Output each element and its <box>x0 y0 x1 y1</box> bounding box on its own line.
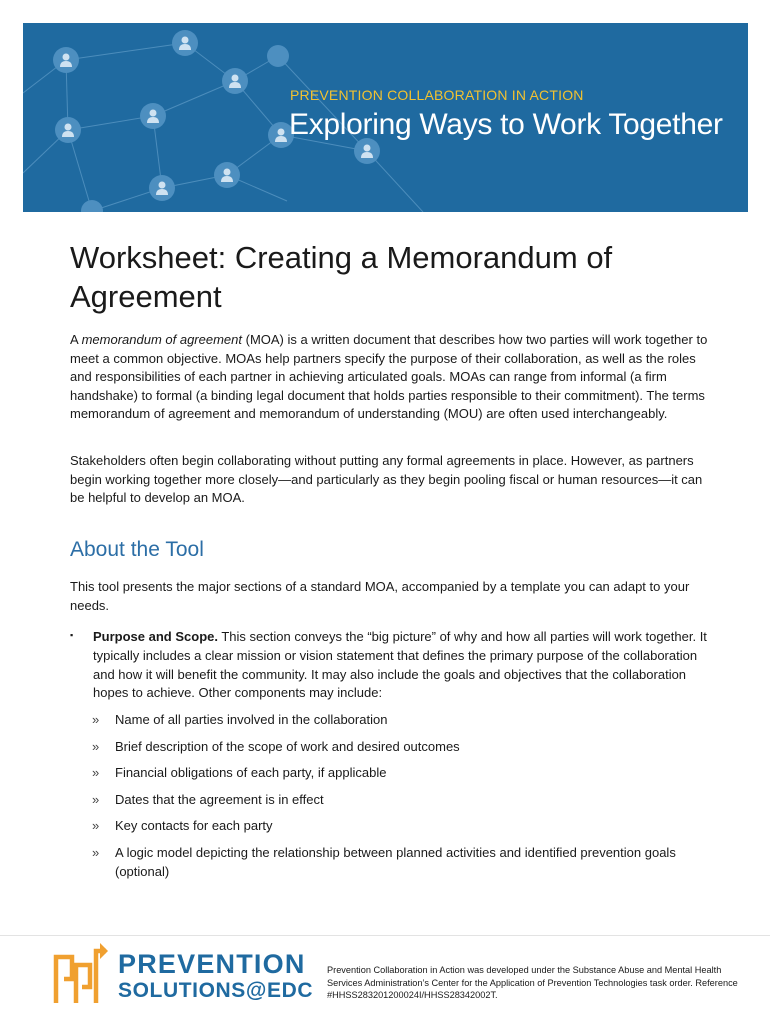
logo-mark-icon <box>50 941 112 1007</box>
section-heading-about: About the Tool <box>70 538 204 561</box>
chevron-right-icon: » <box>92 792 100 807</box>
chevron-right-icon: » <box>92 712 100 727</box>
intro-paragraph-2: Stakeholders often begin collaborating without putting any formal agreements in place. However, as partners begin working together more closely—and particularly as they begin pooling fiscal or human resources—it can be helpful to develop an MOA. <box>70 453 703 506</box>
about-paragraph: This tool presents the major sections of a standard MOA, accompanied by a template you can adapt to your needs. <box>70 579 690 613</box>
chevron-right-icon: » <box>92 845 100 860</box>
chevron-right-icon: » <box>92 818 100 833</box>
intro-p1-post: (MOA) is a written document that describes how two parties will work together to meet a common objective. MOAs help partners specify the purpose of their collaboration, as well as the roles and responsibilities of each partner in achieving articulated goals. MOAs can range from informal (a firm handshake) to formal (a binding legal document that holds parties responsible to their commitment). The terms memorandum of agreement and memorandum of understanding (MOU) are often used interchangeably. <box>70 332 708 422</box>
logo-text-prevention: PREVENTION <box>118 949 306 979</box>
prevention-solutions-logo <box>50 941 314 1007</box>
banner-kicker: PREVENTION COLLABORATION IN ACTION <box>290 87 584 103</box>
bullet-text: This section conveys the “big picture” of why and how all parties will work together. It typically includes a clear mission or vision statement that defines the primary purpose of the collaboration and how it will benefit the community. It may also include the goals and objectives that the collaboration hopes to achieve. Other components may include: <box>93 629 707 701</box>
footer-note: Prevention Collaboration in Action was developed under the Substance Abuse and Mental Health Services Administration’s Center for the Application of Prevention Technologies task order. Reference #HHSS283201200024I/HHSS28342002T. <box>327 965 738 1000</box>
header-banner <box>23 23 748 212</box>
intro-paragraph-1 <box>70 331 710 424</box>
bullet-body <box>93 628 710 703</box>
intro-p1-term: memorandum of agreement <box>81 332 242 347</box>
banner-title: Exploring Ways to Work Together <box>289 108 723 141</box>
bullet-bold-lead: Purpose and Scope. <box>93 629 218 644</box>
chevron-right-icon: » <box>92 765 100 780</box>
page-title: Worksheet: Creating a Memorandum of Agreement <box>70 240 613 314</box>
footer-divider <box>0 935 770 936</box>
chevron-right-icon: » <box>92 739 100 754</box>
square-bullet-icon: ▪ <box>70 630 74 640</box>
intro-p1-pre: A <box>70 332 82 347</box>
logo-text-solutions: SOLUTIONS@EDC <box>118 979 314 1002</box>
